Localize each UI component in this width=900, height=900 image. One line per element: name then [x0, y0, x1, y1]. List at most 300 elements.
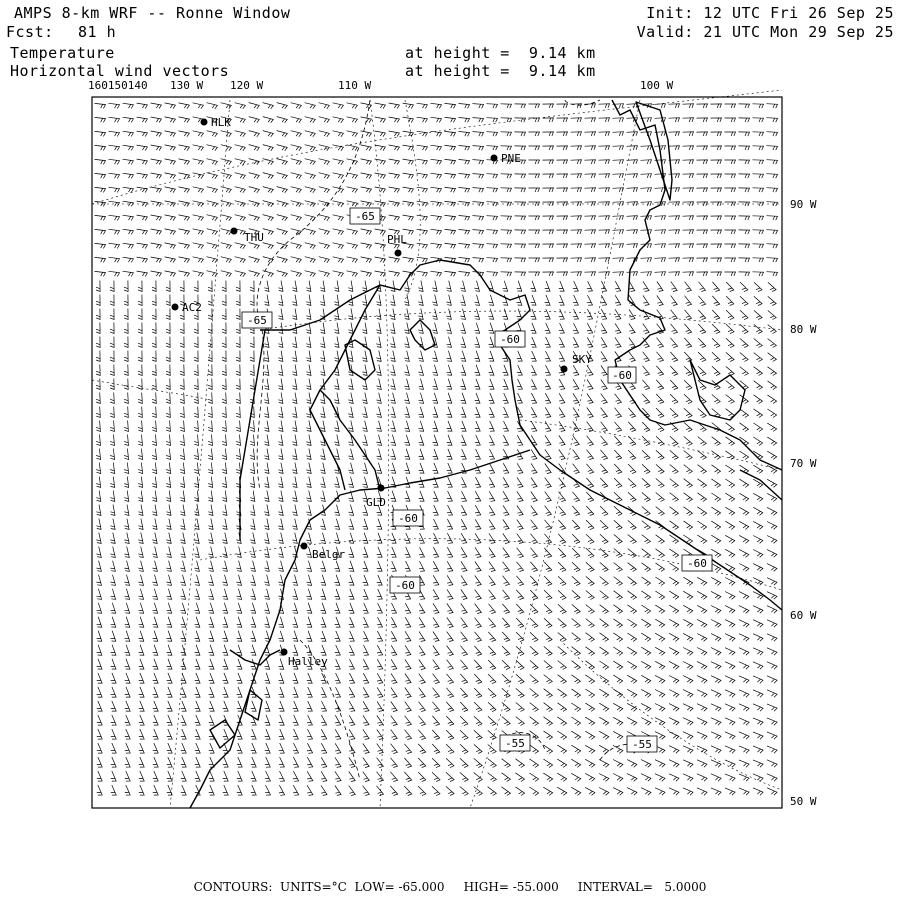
wind-barb: [319, 243, 330, 249]
wind-barb: [139, 701, 144, 711]
forecast-label: Fcst:: [6, 23, 54, 41]
wind-barb: [445, 243, 456, 248]
wind-barb: [739, 704, 749, 711]
wind-barb: [627, 132, 638, 136]
wind-barb: [166, 491, 171, 502]
wind-barb: [222, 491, 227, 502]
wind-barb: [193, 215, 204, 221]
wind-barb: [628, 563, 637, 572]
wind-barb: [545, 520, 552, 530]
wind-barb: [307, 603, 312, 613]
wind-barb: [516, 576, 523, 586]
wind-barb: [656, 549, 665, 558]
wind-barb: [530, 562, 537, 572]
station-sky: [561, 353, 593, 373]
wind-barb: [655, 577, 664, 586]
wind-barb: [319, 271, 330, 277]
wind-barb: [377, 758, 384, 768]
wind-barb: [656, 464, 664, 473]
wind-barb: [348, 323, 353, 334]
wind-barb: [363, 715, 369, 725]
wind-barb: [572, 506, 579, 516]
wind-barb: [96, 547, 101, 558]
wind-barb: [180, 533, 185, 544]
wind-barb: [445, 187, 456, 192]
wind-barb: [503, 590, 510, 600]
wind-barb: [418, 351, 423, 362]
wind-barb: [391, 463, 396, 473]
wind-barb: [431, 187, 442, 192]
wind-barb: [390, 295, 395, 306]
wind-barb: [165, 173, 176, 179]
wind-barb: [110, 477, 115, 488]
wind-barb: [641, 591, 650, 600]
wind-barb: [656, 366, 663, 376]
wind-barb: [615, 337, 621, 347]
wind-barb: [767, 437, 776, 445]
wind-barb: [557, 759, 566, 767]
wind-barb: [573, 422, 579, 432]
wind-barb: [657, 296, 663, 306]
wind-barb: [152, 575, 157, 586]
wind-barb: [502, 632, 510, 642]
wind-barb: [711, 634, 721, 642]
wind-barb: [125, 659, 130, 669]
wind-barb: [194, 561, 199, 572]
wind-barb: [684, 521, 693, 530]
wind-barb: [251, 631, 256, 641]
wind-barb: [433, 617, 439, 627]
wind-barb: [683, 160, 694, 164]
wind-barb: [166, 379, 170, 390]
wind-barb: [543, 188, 554, 192]
svg-text:AC2: AC2: [182, 301, 202, 314]
wind-barb: [138, 449, 143, 460]
wind-barb: [711, 676, 721, 684]
wind-barb: [279, 701, 284, 711]
wind-barb: [629, 324, 635, 334]
wind-barb: [139, 631, 144, 641]
wind-barb: [571, 174, 582, 178]
wind-barb: [167, 673, 172, 683]
wind-barb: [363, 631, 369, 641]
wind-barb: [319, 229, 330, 235]
wind-barb: [166, 337, 170, 348]
wind-barb: [586, 478, 593, 488]
wind-barb: [656, 436, 664, 445]
wind-barb: [223, 701, 228, 711]
wind-barb: [613, 160, 624, 164]
wind-barb: [223, 771, 228, 781]
wind-barb: [768, 311, 776, 320]
wind-barb: [599, 661, 608, 670]
wind-barb: [753, 746, 763, 753]
wind-barb: [475, 421, 480, 431]
wind-barb: [586, 548, 594, 557]
wind-barb: [473, 146, 484, 151]
wind-barb: [389, 103, 400, 109]
wind-barb: [208, 449, 213, 460]
wind-barb: [683, 146, 694, 150]
wind-barb: [544, 731, 553, 740]
wind-barb: [473, 132, 484, 137]
wind-barb: [166, 505, 171, 516]
wind-barb: [417, 187, 428, 192]
wind-barb: [447, 505, 453, 515]
wind-barb: [249, 187, 260, 193]
wind-barb: [405, 645, 411, 655]
wind-barb: [739, 746, 749, 753]
wind-barb: [628, 577, 637, 586]
wind-barb: [96, 281, 100, 292]
wind-barb: [725, 704, 735, 711]
wind-barb: [251, 785, 256, 795]
wind-barb: [278, 309, 283, 320]
wind-barb: [264, 603, 269, 614]
wind-barb: [377, 547, 382, 557]
wind-barb: [572, 562, 580, 571]
wind-barb: [292, 393, 297, 404]
wind-barb: [599, 675, 608, 683]
wind-barb: [165, 145, 176, 151]
wind-barb: [181, 687, 186, 697]
wind-barb: [181, 589, 186, 600]
wind-barb: [587, 436, 594, 446]
wind-barb: [529, 132, 540, 136]
station-pne: [491, 152, 521, 165]
wind-barb: [543, 244, 554, 248]
wind-barb: [767, 244, 778, 249]
wind-barb: [335, 786, 341, 796]
wind-barb: [405, 603, 411, 613]
wind-barb: [236, 575, 241, 586]
wind-barb: [544, 576, 552, 585]
wind-barb: [151, 131, 162, 137]
wind-barb: [419, 379, 424, 390]
wind-barb: [559, 379, 565, 389]
wind-barb: [363, 645, 369, 655]
wind-barb: [531, 393, 537, 403]
wind-barb: [319, 187, 330, 193]
wind-barb: [600, 605, 609, 614]
wind-barb: [223, 617, 228, 627]
wind-barb: [348, 477, 353, 488]
wind-barb: [96, 393, 100, 404]
wind-barb: [725, 493, 734, 501]
svg-text:THU: THU: [244, 231, 264, 244]
wind-barb: [264, 351, 269, 362]
wind-barb: [641, 689, 651, 697]
wind-barb: [754, 282, 762, 291]
wind-barb: [475, 562, 481, 572]
wind-barb: [110, 575, 115, 586]
wind-barb: [139, 645, 144, 655]
wind-barb: [683, 216, 694, 220]
wind-barb: [502, 618, 509, 628]
wind-barb: [572, 590, 580, 599]
wind-barb: [545, 295, 550, 305]
wind-barb: [165, 131, 176, 137]
wind-barb: [753, 507, 763, 515]
wind-barb: [361, 257, 372, 263]
wind-barb: [600, 450, 607, 460]
wind-barb: [125, 603, 130, 613]
wind-barb: [446, 281, 451, 292]
wind-barb: [461, 590, 467, 600]
wind-barb: [767, 788, 777, 795]
svg-text:Halley: Halley: [288, 655, 328, 668]
wind-barb: [417, 257, 428, 262]
wind-barb: [655, 619, 664, 627]
wind-barb: [404, 379, 409, 390]
wind-barb: [390, 281, 395, 292]
wind-barb: [572, 534, 580, 543]
wind-barb: [376, 337, 381, 348]
wind-barb: [614, 464, 622, 474]
wind-barb: [475, 379, 480, 389]
wind-barb: [305, 187, 316, 193]
wind-barb: [683, 662, 693, 670]
wind-barb: [333, 173, 344, 179]
wind-barb: [461, 604, 467, 614]
wind-barb: [683, 633, 693, 641]
wind-barb: [237, 617, 242, 627]
wind-barb: [669, 174, 680, 178]
wind-barb: [615, 408, 622, 418]
wind-barb: [739, 230, 750, 234]
wind-barb: [305, 145, 316, 151]
wind-barb: [432, 772, 440, 781]
wind-barb: [334, 337, 339, 348]
wind-barb: [151, 229, 162, 235]
wind-barb: [124, 309, 128, 320]
wind-barb: [531, 365, 537, 375]
wind-barb: [475, 632, 482, 642]
wind-barb: [697, 760, 707, 767]
wind-barb: [586, 591, 594, 600]
wind-barb: [193, 173, 204, 179]
wind-barb: [391, 730, 398, 740]
wind-barb: [599, 788, 609, 796]
wind-barb: [377, 716, 383, 726]
wind-barb: [223, 589, 228, 600]
wind-barb: [711, 132, 722, 136]
wind-barb: [726, 282, 734, 292]
wind-barb: [319, 159, 330, 165]
field-temperature: Temperature: [10, 44, 115, 62]
wind-barb: [96, 407, 100, 418]
wind-barb: [334, 435, 339, 446]
wind-barb: [249, 117, 260, 123]
wind-barb: [167, 715, 172, 725]
wind-barb: [335, 519, 340, 530]
wind-barb: [193, 257, 204, 263]
wind-barb: [375, 187, 386, 193]
wind-barb: [656, 479, 664, 488]
top-axis-labels: [88, 79, 673, 92]
wind-barb: [419, 645, 425, 655]
wind-barb: [572, 619, 581, 628]
wind-barb: [725, 718, 735, 725]
wind-barb: [97, 715, 102, 725]
wind-barb: [529, 160, 540, 164]
wind-barb: [530, 717, 539, 726]
wind-barb: [613, 633, 622, 642]
wind-barb: [725, 606, 735, 614]
wind-barb: [194, 533, 199, 544]
wind-barb: [711, 535, 720, 543]
wind-barb: [166, 435, 170, 446]
wind-barb: [194, 547, 199, 558]
wind-barb: [363, 687, 369, 697]
wind-barb: [250, 295, 254, 306]
wind-barb: [655, 591, 664, 599]
wind-barb: [167, 743, 172, 753]
wind-barb: [137, 187, 148, 193]
wind-barb: [600, 591, 609, 600]
wind-barb: [263, 103, 274, 109]
wind-barb: [265, 757, 271, 767]
wind-barb: [573, 379, 579, 389]
wind-barb: [291, 145, 302, 151]
wind-barb: [179, 131, 190, 137]
wind-barb: [293, 757, 299, 767]
wind-barb: [419, 407, 424, 417]
wind-barb: [613, 731, 623, 739]
wind-barb: [711, 577, 721, 585]
wind-barb: [391, 603, 397, 613]
wind-barb: [403, 173, 414, 179]
wind-barb: [236, 365, 240, 376]
wind-barb: [97, 589, 102, 600]
wind-barb: [516, 717, 525, 726]
wind-barb: [279, 743, 285, 753]
wind-barb: [249, 257, 260, 263]
wind-barb: [167, 631, 172, 641]
wind-barb: [697, 132, 708, 136]
forecast-hours: 81 h: [78, 23, 117, 41]
svg-text:Belgr: Belgr: [312, 548, 346, 561]
wind-barb: [669, 619, 679, 627]
wind-barb: [601, 281, 607, 291]
wind-barb: [279, 771, 285, 781]
wind-barb: [558, 633, 566, 642]
wind-barb: [557, 104, 568, 108]
wind-barb: [697, 535, 706, 543]
wind-barb: [250, 491, 255, 502]
wind-barb: [446, 730, 454, 739]
wind-barb: [697, 521, 706, 529]
wind-barb: [655, 118, 666, 122]
wind-barb: [306, 491, 311, 502]
wind-barb: [711, 521, 720, 529]
wind-barb: [349, 561, 354, 571]
wind-barb: [474, 702, 482, 712]
wind-barb: [279, 659, 284, 669]
wind-barb: [487, 272, 498, 277]
wind-barb: [517, 520, 523, 530]
wind-barb: [643, 366, 650, 376]
wind-barb: [615, 394, 622, 404]
wind-barb: [726, 296, 734, 305]
wind-barb: [474, 730, 482, 739]
wind-barb: [123, 145, 134, 150]
wind-barb: [348, 449, 353, 460]
wind-barb: [683, 619, 693, 627]
wind-barb: [335, 729, 341, 739]
wind-barb: [517, 365, 523, 375]
wind-barb: [767, 620, 777, 627]
wind-barb: [419, 631, 425, 641]
wind-barb: [488, 660, 496, 670]
wind-barb: [111, 757, 116, 767]
wind-barb: [516, 632, 524, 642]
wind-barb: [363, 533, 368, 543]
wind-barb: [349, 547, 354, 557]
wind-barb: [335, 533, 340, 544]
wind-barb: [181, 701, 186, 711]
wind-barb: [767, 704, 777, 711]
wind-barb: [139, 729, 144, 739]
wind-barb: [320, 449, 325, 460]
wind-barb: [362, 323, 367, 334]
wind-barb: [613, 717, 623, 725]
wind-barb: [125, 687, 130, 697]
wind-barb: [573, 281, 579, 291]
wind-barb: [586, 576, 594, 585]
wind-barb: [531, 534, 538, 544]
wind-barb: [725, 746, 735, 753]
wind-barb: [306, 379, 311, 390]
wind-barb: [530, 646, 538, 655]
wind-barb: [335, 659, 340, 669]
wind-barb: [237, 631, 242, 641]
wind-barb: [405, 477, 410, 487]
wind-barb: [110, 295, 114, 306]
wind-barb: [179, 159, 190, 165]
wind-barb: [319, 145, 330, 151]
wind-barb: [641, 661, 651, 669]
wind-barb: [431, 271, 442, 276]
wind-barb: [152, 547, 157, 558]
wind-barb: [642, 478, 650, 487]
wind-barb: [725, 216, 736, 220]
wind-barb: [249, 103, 260, 109]
wind-barb: [277, 159, 288, 165]
wind-barb: [405, 449, 410, 459]
wind-barb: [110, 547, 115, 558]
wind-barb: [111, 785, 116, 795]
wind-barb: [110, 435, 114, 446]
wind-barb: [697, 732, 707, 739]
wind-barb: [768, 367, 777, 376]
wind-barb: [641, 703, 651, 711]
wind-barb: [320, 337, 325, 348]
wind-barb: [209, 785, 214, 795]
wind-barb: [209, 617, 214, 627]
wind-barb: [559, 281, 564, 291]
wind-barb: [349, 603, 354, 613]
wind-barb: [363, 463, 368, 474]
wind-barb: [726, 451, 735, 460]
wind-barb: [236, 435, 240, 446]
wind-barb: [208, 295, 212, 306]
wind-barb: [529, 244, 540, 248]
wind-barb: [573, 436, 580, 446]
wind-barb: [725, 258, 736, 262]
wind-barb: [377, 617, 383, 627]
wind-barb: [683, 591, 693, 599]
